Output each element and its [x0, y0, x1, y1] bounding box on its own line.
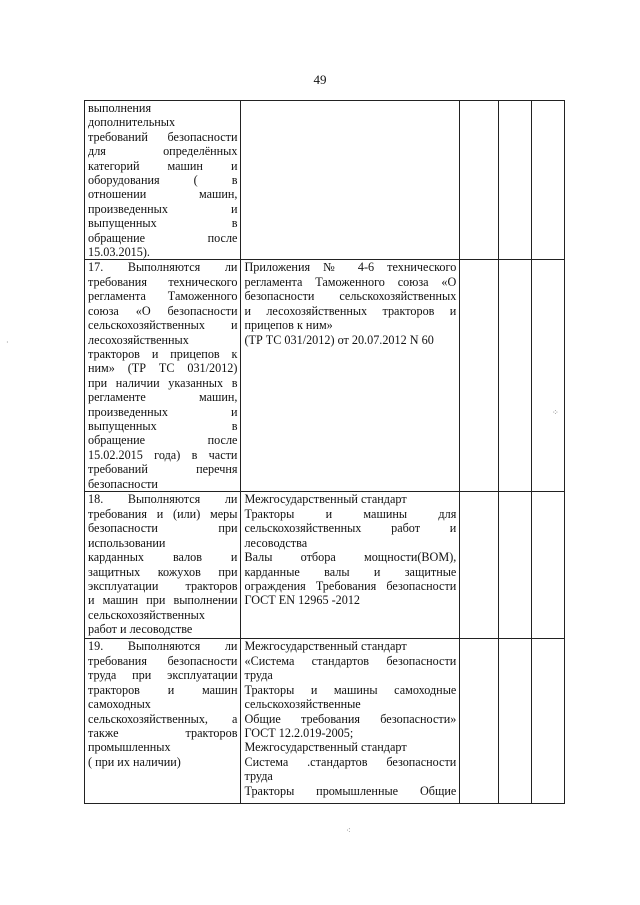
reference-cell: [241, 492, 460, 639]
reference-cell: [241, 639, 460, 804]
question-line: выпущенных в: [88, 216, 238, 231]
reference-line: прицепов к ним»: [244, 318, 333, 333]
reference-line: безопасности сельскохозяйственных: [244, 289, 457, 304]
note-cell: [532, 492, 565, 639]
reference-line: сельскохозяйственных работ и: [244, 521, 457, 536]
question-cell: [85, 260, 241, 492]
reference-line: Тракторы и машины самоходные: [244, 682, 457, 697]
reference-line: ограждения Требования безопасности: [244, 578, 457, 593]
checklist-body: [85, 101, 565, 804]
question-line: требования и (или) меры: [88, 506, 238, 521]
reference-line: труда: [244, 769, 273, 784]
reference-line: Система .стандартов безопасности: [244, 754, 457, 769]
question-line: требования безопасности: [88, 653, 238, 668]
question-line: безопасности при: [88, 521, 238, 536]
question-line: отношении машин,: [88, 187, 238, 202]
question-line: эксплуатации тракторов: [88, 578, 238, 593]
reference-line: Валы отбора мощности(ВОМ),: [244, 550, 457, 565]
reference-line: ГОСТ 12.2.019-2005;: [244, 725, 354, 740]
question-line: карданных валов и: [88, 550, 238, 565]
reference-line: Приложения № 4-6 технического: [244, 260, 457, 275]
question-line: произведенных и: [88, 404, 238, 419]
note-cell: [532, 101, 565, 260]
question-line: обращение после: [88, 433, 238, 448]
note-cell: [532, 260, 565, 492]
reference-line: (ТР ТС 031/2012) от 20.07.2012 N 60: [244, 332, 434, 347]
question-line: дополнительных: [88, 115, 176, 130]
page-number: 49: [313, 72, 327, 87]
question-line: лесохозяйственных: [88, 332, 189, 347]
question-line: оборудования ( в: [88, 173, 238, 188]
question-line: требований перечня: [88, 462, 238, 477]
question-line: 15.02.2015 года) в части: [88, 447, 238, 462]
question-line: и машин при выполнении: [88, 593, 238, 608]
reference-line: Межгосударственный стандарт: [244, 639, 407, 654]
question-line: защитных кожухов при: [88, 564, 238, 579]
question-line: требования технического: [88, 274, 238, 289]
note-cell: [532, 639, 565, 804]
table-row: [85, 639, 565, 804]
reference-line: Межгосударственный стандарт: [244, 740, 407, 755]
question-line: союза «О безопасности: [88, 303, 238, 318]
reference-line: Общие требования безопасности»: [244, 711, 457, 726]
question-line: 18. Выполняются ли: [88, 492, 238, 507]
question-line: 17. Выполняются ли: [88, 260, 238, 275]
question-line: обращение после: [88, 230, 238, 245]
answer-yes-cell: [460, 492, 499, 639]
answer-no-cell: [499, 101, 532, 260]
answer-yes-cell: [460, 260, 499, 492]
question-line: промышленных: [88, 740, 171, 755]
answer-no-cell: [499, 639, 532, 804]
reference-line: ГОСТ EN 12965 -2012: [244, 593, 361, 608]
question-line: выполнения: [88, 101, 152, 115]
scan-speck: ⁖: [346, 826, 351, 835]
answer-no-cell: [499, 260, 532, 492]
table-row: [85, 492, 565, 639]
question-line: труда при эксплуатации: [88, 668, 238, 683]
question-line: ( при их наличии): [88, 754, 181, 769]
reference-line: Межгосударственный стандарт: [244, 492, 407, 507]
question-line: регламенте машин,: [88, 390, 238, 405]
answer-yes-cell: [460, 101, 499, 260]
question-line: регламента Таможенного: [88, 289, 238, 304]
question-line: сельскохозяйственных, а: [88, 711, 238, 726]
question-line: категорий машин и: [88, 158, 238, 173]
reference-line: лесоводства: [244, 535, 308, 550]
reference-line: труда: [244, 668, 273, 683]
reference-cell: [241, 101, 460, 260]
reference-line: Тракторы промышленные Общие: [244, 783, 457, 798]
table-row: [85, 260, 565, 492]
question-cell: [85, 101, 241, 260]
checklist-table: [84, 100, 565, 804]
question-line: самоходных: [88, 697, 151, 712]
reference-line: карданные валы и защитные: [244, 564, 457, 579]
reference-line: «Система стандартов безопасности: [244, 653, 457, 668]
reference-cell: [241, 260, 460, 492]
question-line: также тракторов: [88, 725, 238, 740]
question-line: сельскохозяйственных и: [88, 318, 238, 333]
question-line: ним» (ТР ТС 031/2012): [88, 361, 238, 376]
answer-yes-cell: [460, 639, 499, 804]
reference-line: Тракторы и машины для: [244, 506, 457, 521]
question-line: сельскохозяйственных: [88, 607, 205, 622]
question-line: работ и лесоводстве: [88, 622, 193, 637]
question-line: требований безопасности: [88, 129, 238, 144]
question-line: тракторов и машин: [88, 682, 238, 697]
reference-line: и лесохозяйственных тракторов и: [244, 303, 457, 318]
question-line: 19. Выполняются ли: [88, 639, 238, 654]
reference-line: регламента Таможенного союза «О: [244, 274, 457, 289]
question-line: выпущенных в: [88, 418, 238, 433]
question-cell: [85, 639, 241, 804]
answer-no-cell: [499, 492, 532, 639]
scan-speck: ⁘: [552, 408, 559, 417]
question-line: для определённых: [88, 144, 238, 159]
question-line: 15.03.2015).: [88, 245, 150, 260]
question-line: тракторов и прицепов к: [88, 346, 238, 361]
question-line: при наличии указанных в: [88, 375, 238, 390]
table-row: [85, 101, 565, 260]
scan-speck: ·: [6, 338, 9, 347]
question-line: безопасности: [88, 476, 158, 491]
question-line: произведенных и: [88, 201, 238, 216]
question-line: использовании: [88, 535, 166, 550]
question-cell: [85, 492, 241, 639]
reference-line: сельскохозяйственные: [244, 697, 361, 712]
